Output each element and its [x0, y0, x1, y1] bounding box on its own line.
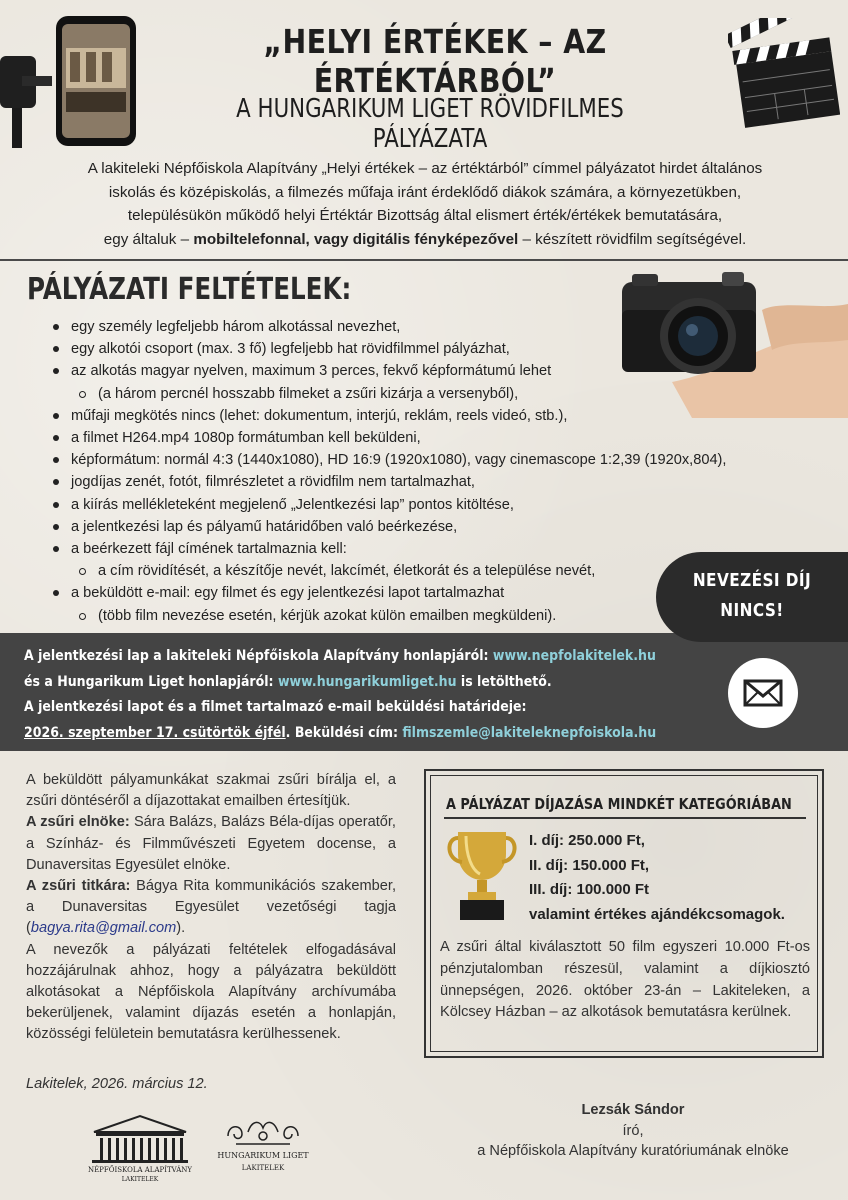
prize-item: III. díj: 100.000 Ft	[529, 881, 650, 898]
prize-heading: A PÁLYÁZAT DÍJAZÁSA MINDKÉT KATEGÓRIÁBAN	[446, 795, 792, 813]
band-text: is letölthető.	[460, 672, 552, 690]
nepfolakitelek-link[interactable]: www.nepfolakitelek.hu	[492, 647, 656, 664]
signature-block	[458, 1100, 808, 1162]
prize-item: I. díj: 250.000 Ft,	[529, 832, 645, 849]
jury-paragraph: A beküldött pályamunkákat szakmai zsűri bírálja el, a zsűri döntéséről a díjazottakat emailben értesítjük.	[26, 772, 396, 810]
condition-subitem: (a három percnél hosszabb filmeket a zsűri kizárja a versenyből),	[50, 383, 810, 405]
intro-paragraph	[30, 157, 820, 251]
fee-badge-line: NINCS!	[720, 600, 784, 621]
envelope-icon	[728, 658, 798, 728]
band-line	[24, 643, 656, 669]
divider	[0, 259, 848, 261]
mail-badge	[728, 658, 798, 728]
secretary-email-link[interactable]: bagya.rita@gmail.com	[30, 920, 177, 937]
signer-name-text: Lezsák Sándor	[581, 1102, 685, 1118]
fee-badge	[656, 552, 848, 642]
conditions-title: PÁLYÁZATI FELTÉTELEK:	[27, 272, 352, 307]
condition-item: képformátum: normál 4:3 (1440x1080), HD 16:9 (1920x1080), vagy cinemascope 1:2,39 (1920x,804),	[50, 449, 810, 471]
jury-paragraph: A nevezők a pályázati feltételek elfogadásával hozzájárulnak ahhoz, hogy a pályázatra beküldött alkotásokat a Népfőiskola Alapítvány archívumába bekerüljenek, valamint díjazás esetén a honlapján, közösségi felületein bemutatásra kerülhessenek.	[26, 941, 396, 1043]
condition-item: egy személy legfeljebb három alkotással nevezhet,	[50, 316, 810, 338]
prize-divider	[444, 817, 806, 819]
jury-secretary-text: Bágya Rita kommunikációs szakember, a Dunaversitas Egyesület vezetőségi tagja (	[26, 878, 396, 937]
jury-secretary-label: A zsűri titkára:	[26, 878, 131, 895]
band-text: A jelentkezési lap a lakiteleki Népfőiskola Alapítvány honlapjáról:	[24, 647, 489, 664]
logo1-line2: LAKITELEK	[121, 1176, 159, 1183]
jury-chair-text: Sára Balázs, Balázs Béla-díjas operatőr, a Színház- és Filmművészeti Egyetem docense, a Dunaversitas Egyesület elnöke.	[26, 814, 396, 873]
jury-paragraph	[26, 876, 396, 940]
intro-emphasis: mobiltelefonnal, vagy digitális fényképezővel	[193, 230, 519, 248]
prize-box	[424, 769, 824, 1058]
nepfoiskola-logo	[86, 1112, 194, 1184]
jury-chair-label: A zsűri elnöke:	[26, 814, 130, 831]
condition-item: műfaji megkötés nincs (lehet: dokumentum, interjú, reklám, reels videó, stb.),	[50, 405, 810, 427]
band-line	[24, 720, 657, 746]
subtitle: A HUNGARIKUM LIGET RÖVIDFILMES PÁLYÁZATA	[236, 94, 624, 154]
condition-item: egy alkotói csoport (max. 3 fő) legfeljebb hat rövidfilmmel pályázhat,	[50, 338, 810, 360]
logo1-line1: NÉPFŐISKOLA ALAPÍTVÁNY	[87, 1166, 193, 1174]
hungarikumliget-link[interactable]: www.hungarikumliget.hu	[277, 672, 457, 690]
fee-badge-line: NEVEZÉSI DÍJ	[692, 570, 812, 591]
condition-subitem: (több film nevezése esetén, kérjük azokat külön emailben megküldeni).	[50, 605, 810, 627]
signer-name	[458, 1100, 808, 1121]
signer-role: író,	[622, 1122, 644, 1139]
intro-text: – készített rövidfilm segítségével.	[522, 230, 747, 248]
jury-info	[26, 770, 396, 1046]
band-text: és a Hungarikum Liget honlapjáról:	[24, 672, 274, 690]
signer-title: a Népfőiskola Alapítvány kuratóriumának elnöke	[477, 1143, 789, 1159]
condition-item: a filmet H264.mp4 1080p formátumban kell beküldeni,	[50, 427, 810, 449]
intro-text: egy általuk –	[103, 230, 190, 248]
band-text: . Beküldési cím:	[285, 723, 398, 741]
jury-paragraph	[26, 812, 396, 876]
band-line	[24, 669, 626, 695]
info-band-text	[24, 643, 724, 745]
trophy-icon	[444, 826, 520, 926]
prize-description: A zsűri által kiválasztott 50 film egyszeri 10.000 Ft-os pénzjutalomban részesül, valamint a díjkiosztó ünnepségen, 2026. október 23-án – Lakiteleken, a Kölcsey Házban – az alkotások bemutatásra kerülnek.	[440, 939, 810, 1021]
band-line: A jelentkezési lapot és a filmet tartalmazó e-mail beküldési határideje:	[24, 698, 527, 715]
condition-item: az alkotás magyar nyelven, maximum 3 perces, fekvő képformátumú lehet	[50, 360, 810, 382]
intro-line: iskolás és középiskolás, a filmezés műfaja iránt érdeklődő diákok számára, a környezetükben,	[108, 183, 742, 201]
condition-item: a jelentkezési lap és pályamű határidőben való beérkezése,	[50, 516, 810, 538]
intro-line: településükön működő helyi Értéktár Bizottság által elismert érték/értékek bemutatására,	[127, 207, 723, 224]
condition-item: a beküldött e-mail: egy filmet és egy jelentkezési lapot tartalmazhat	[50, 582, 810, 604]
condition-item: jogdíjas zenét, fotót, filmrészletet a rövidfilm nem tartalmazhat,	[50, 471, 810, 493]
logo2-line2: LAKITELEK	[241, 1164, 285, 1172]
hungarikum-liget-logo	[208, 1110, 318, 1176]
condition-item: a beérkezett fájl címének tartalmaznia kell:	[50, 538, 810, 560]
place-date: Lakitelek, 2026. március 12.	[26, 1076, 208, 1092]
condition-item: a kiírás mellékleteként megjelenő „Jelentkezési lap” pontos kitöltése,	[50, 494, 810, 516]
prize-item: valamint értékes ajándékcsomagok.	[529, 905, 785, 923]
jury-secretary-tail: ).	[176, 920, 186, 937]
condition-subitem: a cím rövidítését, a készítője nevét, lakcímét, életkorát és a települése nevét,	[50, 560, 810, 582]
phone-tripod-icon	[0, 8, 140, 148]
deadline-text: 2026. szeptember 17. csütörtök éjfél	[24, 723, 286, 741]
intro-line: A lakiteleki Népfőiskola Alapítvány „Helyi értékek – az értéktárból” címmel pályázatot hirdet általános	[87, 160, 763, 177]
main-title: „HELYI ÉRTÉKEK – AZ ÉRTÉKTÁRBÓL”	[263, 22, 607, 100]
prize-list	[529, 829, 785, 927]
submission-email-link[interactable]: filmszemle@lakiteleknepfoiskola.hu	[402, 723, 657, 741]
logo2-line1: HUNGARIKUM LIGET	[217, 1151, 309, 1160]
intro-line	[30, 228, 820, 252]
prize-item: II. díj: 150.000 Ft,	[529, 856, 650, 874]
clapperboard-icon	[728, 18, 840, 130]
